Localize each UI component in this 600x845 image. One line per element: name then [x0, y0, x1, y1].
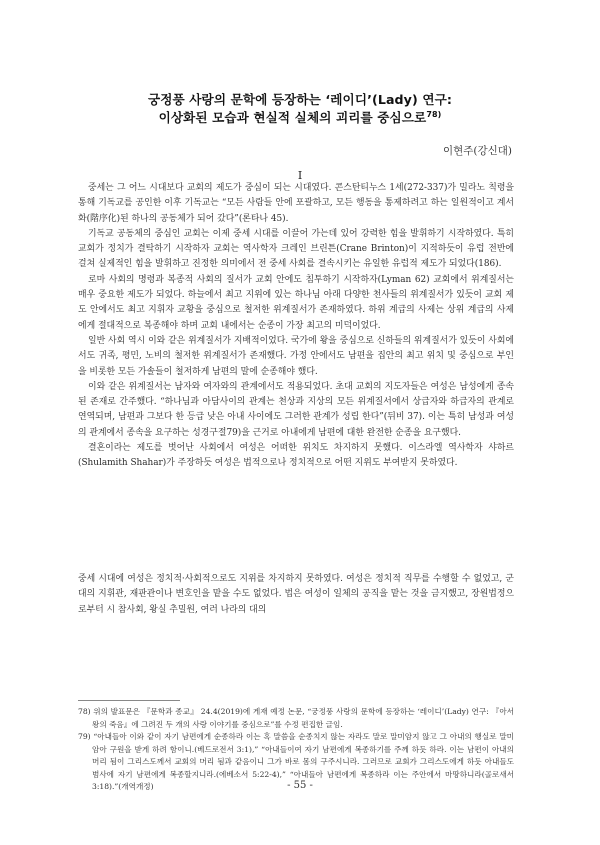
title-footnote-marker: 78): [426, 109, 442, 119]
footnote-78: 78) 위의 발표문은 『문학과 종교』 24.4(2019)에 게재 예정 논문, “궁정풍 사랑의 문학에 등장하는 ‘레이디’(Lady) 연구: 『아서왕의 죽음』에 그려진 두 개의 사랑 이야기를 중심으로”를 수정 편집한 글임.: [78, 707, 514, 729]
title-line-2: [0, 107, 600, 126]
body-paragraph: 기독교 공동체의 중심인 교회는 이제 중세 시대를 이끌어 가는데 있어 강력한 힘을 발휘하기 시작하였다. 특히 교회가 정치가 결탁하기 시작하자 교회는 역사학자 크레인 브린튼(Crane Brinton)이 지적하듯이 유럽 전반에 걸쳐 실제적인 힘을 발휘하고 진정한 의미에서 전 중세 사회를 결속시키는 유일한 유럽적 제도가 되었다(186).: [78, 228, 514, 270]
body-paragraph: 중세는 그 어느 시대보다 교회의 제도가 중심이 되는 시대였다. 콘스탄티누스 1세(272-337)가 밀라노 칙령을 통해 기독교를 공인한 이후 기독교는 “모든 사람들 안에 포괄하고, 모든 행동을 통제하려고 하는 일원적이고 계서화(階序化)된 하나의 공동체가 되어 갔다”(론타나 45).: [78, 183, 514, 224]
body-paragraph: 결혼이라는 제도를 벗어난 사회에서 여성은 어떠한 위치도 차지하지 못했다. 이스라엘 역사학자 샤하르(Shulamith Shahar)가 주장하듯 여성은 법적으로나 정치적으로 어떤 지위도 부여받지 못하였다.: [78, 443, 514, 469]
author-name: 이현주(강신대): [442, 145, 512, 157]
title-line-1: 궁정풍 사랑의 문학에 등장하는 ‘레이디’(Lady) 연구:: [148, 92, 452, 107]
footnote-79: 79) “아내들아 이와 같이 자기 남편에게 순종하라 이는 혹 말씀을 순종치지 않는 자라도 말로 말미암지 않고 그 아내의 행실로 말미암아 구원을 받게 하려 함이니.(베드로전서 3:1),” “아내들이여 자기 남편에게 복종하기를 주께 하듯 하라. 이는 남편이 아내의 머리 됨이 그리스도께서 교회의 머리 됨과 같음이니 그가 바로 몸의 구주시니라. 그러므로 교회가 그리스도에게 하듯 아내들도 범사에 자기 남편에게 복종할지니라.(에베소서 5:22-4),” “아내들아 남편에게 복종하라 이는 주안에서 마땅하니라(골로새서 3:18).”(개역개정): [78, 732, 514, 791]
body-paragraph: 이와 같은 위계질서는 남자와 여자와의 관계에서도 적용되었다. 초대 교회의 지도자들은 여성은 남성에게 종속된 존재로 간주했다. “하나님과 아담사이의 관계는 천상과 지상의 모든 위계질서에서 상급자와 하급자의 관계로 연역되며, 남편과 그보다 한 등급 낮은 아내 사이에도 그러한 관계가 성립 한다”(뒤비 37). 이는 특히 남성과 여성의 관계에서 종속을 요구하는 성경구절79)을 근거로 아내에게 남편에 대한 완전한 순종을 요구했다.: [78, 381, 514, 438]
body-paragraph-continuation: 중세 시대에 여성은 정치적·사회적으로도 지위를 차지하지 못하였다. 여성은 정치적 직무를 수행할 수 없었고, 군대의 지휘관, 재판관이나 변호인을 맡을 수도 없었다. 법은 여성이 일체의 공직을 맡는 것을 금지했고, 장원법정으로부터 시 참사회, 왕실 추밀원, 여러 나라의 대의: [78, 574, 514, 615]
body-continuation: [78, 572, 514, 618]
footnote-divider: [78, 700, 180, 701]
section-numeral: I: [297, 169, 303, 182]
body-paragraph: 로마 사회의 명령과 복종적 사회의 질서가 교회 안에도 침투하기 시작하자(Lyman 62) 교회에서 위계질서는 매우 중요한 제도가 되었다. 하늘에서 최고 지위에 있는 하나님 아래 다양한 천사들의 위계질서가 있듯이 교회 제도 안에서도 최고 지휘자 교황을 중심으로 철저한 위계질서가 존재하였다. 하위 계급의 사제는 상위 계급의 사제에게 절대적으로 복종해야 하며 교회 내에서는 순종이 가장 최고의 미덕이었다.: [78, 274, 514, 331]
title-line-2-text: 이상화된 모습과 현실적 실체의 괴리를 중심으로: [158, 110, 427, 125]
page-number: - 55 -: [287, 780, 313, 791]
body-paragraph: 일반 사회 역시 이와 같은 위계질서가 지배적이었다. 국가에 왕을 중심으로 신하들의 위계질서가 있듯이 사회에서도 귀족, 평민, 노비의 철저한 위계질서가 존재했다. 가정 안에서도 남편을 집안의 최고 위치 및 중심으로 부인을 비롯한 모든 가솔들이 철저하게 남편의 말에 순종해야 했다.: [78, 335, 514, 377]
body-text: [78, 181, 514, 472]
